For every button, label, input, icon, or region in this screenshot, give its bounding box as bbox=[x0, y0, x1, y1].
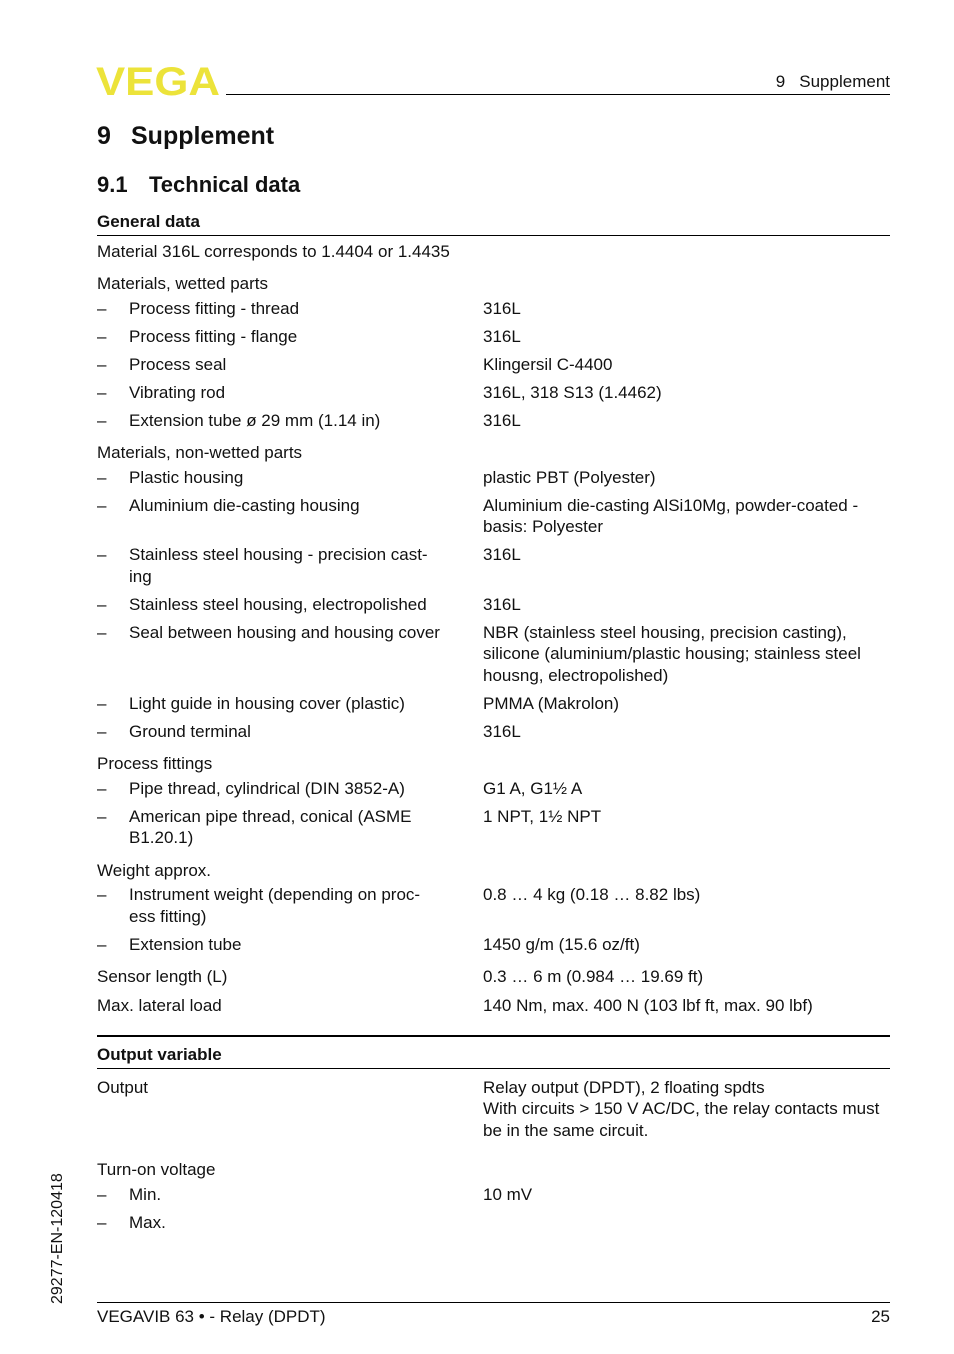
spec-value: 316L, 318 S13 (1.4462) bbox=[483, 382, 662, 402]
spec-name: Process seal bbox=[129, 354, 227, 374]
dash: – bbox=[97, 778, 107, 798]
dash: – bbox=[97, 594, 107, 614]
spec-value: 140 Nm, max. 400 N (103 lbf ft, max. 90 lbf) bbox=[483, 995, 813, 1015]
spec-value: Klingersil C-4400 bbox=[483, 354, 613, 374]
spec-name: Light guide in housing cover (plastic) bbox=[129, 693, 405, 713]
spec-name: Vibrating rod bbox=[129, 382, 226, 402]
spec-row bbox=[97, 298, 890, 320]
weight-label: Weight approx. bbox=[97, 860, 212, 880]
spec-value: Aluminium die-casting AlSi10Mg, powder-coated - basis: Polyester bbox=[483, 495, 859, 536]
technical-data-content bbox=[97, 211, 890, 1233]
spec-row bbox=[97, 995, 890, 1017]
spec-value: 316L bbox=[483, 721, 521, 741]
spec-name: Max. lateral load bbox=[97, 995, 222, 1015]
spec-name: Process fitting - flange bbox=[129, 326, 298, 346]
spec-value: 10 mV bbox=[483, 1184, 533, 1204]
dash: – bbox=[97, 354, 107, 374]
turn-on-voltage-label: Turn-on voltage bbox=[97, 1160, 216, 1179]
spec-name: Stainless steel housing - precision cast- ing bbox=[129, 545, 428, 586]
footer-rule bbox=[97, 1302, 890, 1303]
wetted-parts-label: Materials, wetted parts bbox=[97, 274, 269, 293]
spec-value: 316L bbox=[483, 326, 521, 346]
spec-row bbox=[97, 806, 890, 849]
vega-logo bbox=[96, 64, 220, 98]
spec-row bbox=[97, 693, 890, 715]
non-wetted-parts-label: Materials, non-wetted parts bbox=[97, 443, 303, 462]
spec-row bbox=[97, 778, 890, 800]
spec-name: Min. bbox=[129, 1184, 162, 1204]
spec-value bbox=[483, 1077, 890, 1142]
spec-name: American pipe thread, conical (ASME B1.20.1) bbox=[129, 806, 412, 847]
spec-name: Output bbox=[97, 1077, 149, 1097]
section-heading bbox=[97, 172, 300, 198]
spec-value: 316L bbox=[483, 410, 521, 430]
spec-name: Process fitting - thread bbox=[129, 298, 300, 318]
dash: – bbox=[97, 1184, 107, 1204]
spec-name: Sensor length (L) bbox=[97, 967, 228, 986]
spec-name: Stainless steel housing, electropolished bbox=[129, 594, 427, 614]
spec-value: 316L bbox=[483, 298, 521, 318]
dash: – bbox=[97, 326, 107, 346]
spec-name: Aluminium die-casting housing bbox=[129, 495, 360, 515]
spec-row bbox=[97, 326, 890, 348]
material-note: Material 316L corresponds to 1.4404 or 1.4435 bbox=[97, 241, 450, 261]
header-section bbox=[776, 72, 890, 92]
section-number: 9.1 bbox=[97, 172, 128, 197]
spec-value: 0.8 … 4 kg (0.18 … 8.82 lbs) bbox=[483, 885, 701, 904]
dash: – bbox=[97, 622, 107, 642]
spec-row bbox=[97, 934, 890, 956]
dash: – bbox=[97, 934, 107, 954]
dash: – bbox=[97, 885, 107, 904]
chapter-heading bbox=[97, 122, 274, 151]
spec-name: Instrument weight (depending on proc- ess fitting) bbox=[129, 885, 421, 926]
spec-row bbox=[97, 884, 890, 927]
spec-value: plastic PBT (Polyester) bbox=[483, 467, 656, 487]
dash: – bbox=[97, 298, 107, 318]
spec-row bbox=[97, 721, 890, 743]
spec-row bbox=[97, 622, 890, 687]
spec-value: 1450 g/m (15.6 oz/ft) bbox=[483, 934, 640, 954]
dash: – bbox=[97, 382, 107, 402]
process-fittings-label: Process fittings bbox=[97, 754, 213, 773]
spec-row bbox=[97, 382, 890, 404]
spec-name: Max. bbox=[129, 1212, 166, 1232]
spec-row bbox=[97, 1184, 890, 1206]
section-title: Technical data bbox=[149, 172, 301, 197]
spec-value: 1 NPT, 1½ NPT bbox=[483, 806, 602, 826]
chapter-title: Supplement bbox=[131, 122, 275, 150]
spec-row bbox=[97, 1212, 890, 1234]
spec-value: 316L bbox=[483, 594, 521, 614]
footer-product: VEGAVIB 63 • - Relay (DPDT) bbox=[97, 1307, 326, 1326]
spec-row bbox=[97, 594, 890, 616]
spec-name: Seal between housing and housing cover bbox=[129, 622, 440, 642]
dash: – bbox=[97, 693, 107, 713]
spec-value: 0.3 … 6 m (0.984 … 19.69 ft) bbox=[483, 967, 704, 986]
chapter-number: 9 bbox=[97, 122, 111, 150]
spec-value: G1 A, G1½ A bbox=[483, 778, 583, 798]
output-line-1: Relay output (DPDT), 2 floating spdts bbox=[483, 1077, 765, 1097]
spec-name: Ground terminal bbox=[129, 721, 251, 741]
header-section-name: Supplement bbox=[799, 72, 890, 91]
spec-value: PMMA (Makrolon) bbox=[483, 693, 620, 713]
spec-value: NBR (stainless steel housing, precision casting), silicone (aluminium/plastic housing; stainless steel housng, electropolished) bbox=[483, 622, 861, 685]
dash: – bbox=[97, 721, 107, 741]
header-section-number: 9 bbox=[775, 72, 786, 91]
spec-row bbox=[97, 544, 890, 587]
spec-name: Extension tube ø 29 mm (1.14 in) bbox=[129, 410, 381, 430]
spec-row bbox=[97, 1077, 890, 1142]
spec-name: Pipe thread, cylindrical (DIN 3852-A) bbox=[129, 778, 405, 798]
spec-row bbox=[97, 410, 890, 432]
dash: – bbox=[97, 410, 107, 430]
spec-name: Extension tube bbox=[129, 934, 242, 954]
spec-value: 316L bbox=[483, 545, 521, 564]
output-line-2: With circuits > 150 V AC/DC, the relay contacts must be in the same circuit. bbox=[483, 1099, 880, 1140]
dash: – bbox=[97, 545, 107, 564]
dash: – bbox=[97, 1212, 107, 1232]
spec-row bbox=[97, 467, 890, 489]
page-number: 25 bbox=[871, 1307, 890, 1326]
spec-name: Plastic housing bbox=[129, 467, 244, 487]
spec-row bbox=[97, 354, 890, 376]
output-variable-title: Output variable bbox=[97, 1035, 890, 1069]
spec-row bbox=[97, 966, 890, 988]
spec-row bbox=[97, 495, 890, 538]
dash: – bbox=[97, 467, 107, 487]
dash: – bbox=[97, 806, 107, 826]
header-rule bbox=[226, 94, 890, 95]
spec-value bbox=[483, 1212, 890, 1234]
dash: – bbox=[97, 495, 107, 515]
svg-text:VEGA: VEGA bbox=[96, 64, 220, 98]
document-code: 29277-EN-120418 bbox=[49, 1173, 66, 1304]
general-data-title: General data bbox=[97, 211, 890, 236]
